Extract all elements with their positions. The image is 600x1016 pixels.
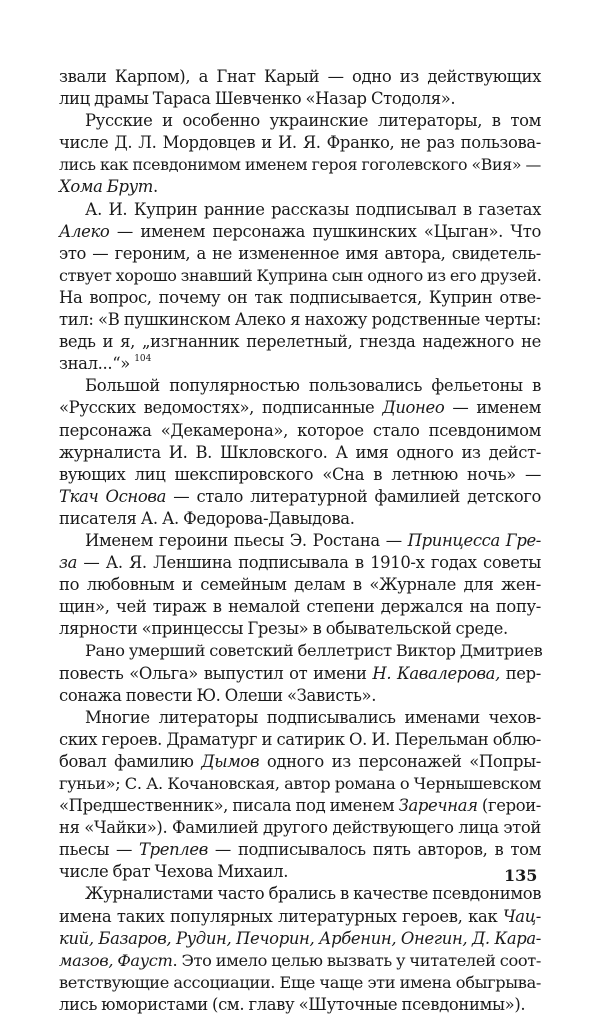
text-line xyxy=(59,994,541,1016)
text-line xyxy=(59,265,541,287)
text-line xyxy=(59,773,541,795)
text-segment: «Русских ведомостях», подписанные xyxy=(59,398,383,418)
text-segment: Чац- xyxy=(502,906,541,926)
text-line xyxy=(59,66,541,88)
text-segment: ветствующие ассоциации. Еще чаще эти имена обыгрыва- xyxy=(59,972,541,992)
text-segment: щин», чей тираж в немалой степени держался на попу- xyxy=(59,597,541,617)
text-line xyxy=(59,397,541,419)
text-line xyxy=(59,110,541,132)
text-line xyxy=(59,309,541,331)
text-segment: ведь и я, „изгнанник перелетный, гнезда надежного не xyxy=(59,332,541,352)
text-line xyxy=(59,132,541,154)
text-line xyxy=(59,751,541,773)
text-line xyxy=(59,375,541,397)
text-segment: лись как псевдонимом именем героя гоголевского «Вия» — xyxy=(59,155,541,175)
text-segment: — подписывалось пять авторов, в том xyxy=(207,840,541,860)
text-segment: по любовным и семейным делам в «Журнале для жен- xyxy=(59,575,541,595)
text-line xyxy=(59,420,541,442)
text-line xyxy=(59,442,541,464)
text-line xyxy=(59,464,541,486)
text-line xyxy=(59,640,541,662)
text-line xyxy=(59,861,541,883)
text-line xyxy=(59,883,541,905)
text-segment: персонажа «Декамерона», которое стало псевдонимом xyxy=(59,420,541,440)
text-segment: Журналистами часто брались в качестве псевдонимов xyxy=(85,884,542,904)
text-segment: вующих лиц шекспировского «Сна в летнюю ночь» — xyxy=(59,464,541,484)
text-segment: — стало литературной фамилией детского xyxy=(166,486,541,506)
text-segment: знал...“» xyxy=(59,354,135,374)
text-segment: Н. Кавалерова, xyxy=(372,663,500,683)
text-segment: . xyxy=(152,177,158,197)
text-segment: Дымов xyxy=(201,751,260,771)
text-segment: — именем xyxy=(444,398,541,418)
page-number: 135 xyxy=(504,866,538,885)
text-segment: тил: «В пушкинском Алеко я нахожу родственные черты: xyxy=(59,310,541,330)
text-segment: это — героним, а не измененное имя автора, свидетель- xyxy=(59,243,541,263)
text-segment: Большой популярностью пользовались фельетоны в xyxy=(85,376,541,396)
text-segment: лярности «принцессы Грезы» в обывательской среде. xyxy=(59,619,508,639)
footnote-ref: 104 xyxy=(134,354,152,365)
text-segment: (герои- xyxy=(477,796,541,816)
text-segment: — А. Я. Леншина подписывала в 1910-х годах советы xyxy=(77,553,541,573)
text-line xyxy=(59,486,541,508)
text-segment: лиц драмы Тараса Шевченко «Назар Стодоля». xyxy=(59,89,456,109)
text-line xyxy=(59,596,541,618)
text-line xyxy=(59,839,541,861)
text-line xyxy=(59,729,541,751)
text-line xyxy=(59,508,541,530)
text-line xyxy=(59,928,541,950)
text-line xyxy=(59,88,541,110)
text-segment: кий, Базаров, Рудин, Печорин, Арбенин, Онегин, Д. Кара- xyxy=(59,928,541,948)
text-segment: писателя А. А. Федорова-Давыдова. xyxy=(59,508,355,528)
text-segment: за xyxy=(59,553,78,573)
text-segment: бовал фамилию xyxy=(59,751,202,771)
text-segment: звали Карпом), а Гнат Карый — одно из действующих xyxy=(59,67,541,86)
text-line xyxy=(59,552,541,574)
text-segment: Многие литераторы подписывались именами чехов- xyxy=(85,707,541,727)
text-segment: . Это имело целью вызвать у читателей соот- xyxy=(172,950,541,970)
text-segment: Дионео xyxy=(382,398,445,418)
text-line xyxy=(59,685,541,707)
text-segment: Хома Брут xyxy=(59,177,153,197)
text-segment: Принцесса Гре- xyxy=(407,530,541,550)
text-line xyxy=(59,972,541,994)
text-segment: «Предшественник», писала под именем xyxy=(59,796,399,816)
text-segment: имена таких популярных литературных героев, как xyxy=(59,906,503,926)
text-segment: одного из персонажей «Попры- xyxy=(259,751,541,771)
text-segment: повесть «Ольга» выпустил от имени xyxy=(59,663,373,683)
text-segment: ня «Чайки»). Фамилией другого действующего лица этой xyxy=(59,818,541,838)
text-segment: лись юмористами (см. главу «Шуточные псевдонимы»). xyxy=(59,994,526,1014)
text-line xyxy=(59,663,541,685)
text-segment: Ткач Основа xyxy=(59,486,166,506)
text-line xyxy=(59,707,541,729)
text-line xyxy=(59,618,541,640)
text-line xyxy=(59,795,541,817)
text-segment: Русские и особенно украинские литераторы, в том xyxy=(85,111,541,131)
text-segment: Рано умерший советский беллетрист Виктор Дмитриев xyxy=(85,641,543,661)
text-segment: ствует хорошо знавший Куприна сын одного из его друзей. xyxy=(59,265,542,285)
text-segment: пер- xyxy=(499,663,541,683)
text-line xyxy=(59,530,541,552)
page-body xyxy=(59,66,541,1016)
text-segment: числе брат Чехова Михаил. xyxy=(59,862,289,882)
text-segment: ских героев. Драматург и сатирик О. И. Перельман облю- xyxy=(59,729,541,749)
text-line xyxy=(59,906,541,928)
text-segment: Заречная xyxy=(398,796,478,816)
text-line xyxy=(59,243,541,265)
text-segment: сонажа повести Ю. Олеши «Зависть». xyxy=(59,685,377,705)
text-segment: Треплев xyxy=(139,840,208,860)
text-segment: Алеко xyxy=(59,221,110,241)
text-segment: Именем героини пьесы Э. Ростана — xyxy=(85,530,408,550)
text-line xyxy=(59,574,541,596)
text-line xyxy=(59,331,541,353)
text-line xyxy=(59,817,541,839)
text-line xyxy=(59,950,541,972)
text-line xyxy=(59,287,541,309)
text-segment: мазов, Фауст xyxy=(59,950,173,970)
text-segment: А. И. Куприн ранние рассказы подписывал в газетах xyxy=(85,199,541,219)
text-segment: гуньи»; С. А. Кочановская, автор романа о Чернышевском xyxy=(59,774,541,793)
text-line xyxy=(59,353,541,375)
text-segment: пьесы — xyxy=(59,840,140,860)
text-line xyxy=(59,199,541,221)
text-segment: На вопрос, почему он так подписывается, Куприн отве- xyxy=(59,287,541,307)
text-line xyxy=(59,176,541,198)
text-segment: — именем персонажа пушкинских «Цыган». Что xyxy=(109,221,541,241)
text-segment: числе Д. Л. Мордовцев и И. Я. Франко, не раз пользова- xyxy=(59,133,541,153)
text-line xyxy=(59,154,541,176)
text-line xyxy=(59,221,541,243)
text-segment: журналиста И. В. Шкловского. А имя одного из дейст- xyxy=(59,442,541,462)
